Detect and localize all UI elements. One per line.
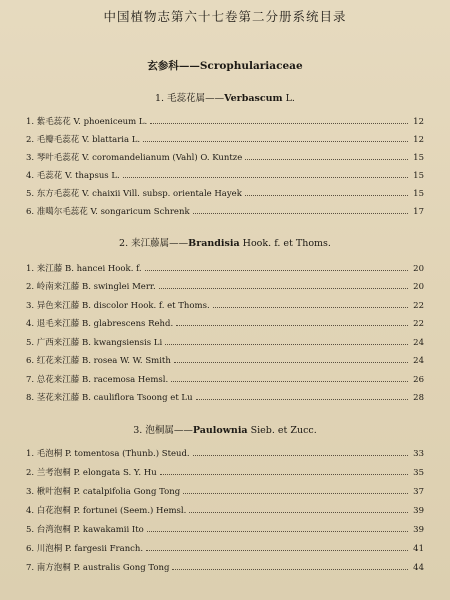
genus-heading-brandisia xyxy=(0,235,450,249)
entry-name: 6. 红花来江藤 B. rosea W. W. Smith xyxy=(26,356,171,366)
genus-cn-name: 来江藤属 xyxy=(131,238,170,249)
entry-name: 1. 紫毛蕊花 V. phoeniceum L. xyxy=(26,117,148,127)
toc-entry xyxy=(26,464,424,478)
toc-entry xyxy=(26,260,424,274)
entry-name: 5. 台湾泡桐 P. kawakamii Ito xyxy=(26,525,144,535)
entry-name: 4. 退毛来江藤 B. glabrescens Rehd. xyxy=(26,319,174,329)
leader-dots xyxy=(147,530,408,532)
leader-dots xyxy=(172,568,408,570)
leader-dots xyxy=(159,287,408,289)
entry-name: 8. 茎花来江藤 B. cauliflora Tsoong et Lu xyxy=(26,393,193,403)
entry-name: 4. 白花泡桐 P. fortunei (Seem.) Hemsl. xyxy=(26,506,187,516)
entry-name: 6. 准噶尔毛蕊花 V. songaricum Schrenk xyxy=(26,207,190,217)
entry-name: 7. 总花来江藤 B. racemosa Hemsl. xyxy=(26,375,169,385)
toc-entry xyxy=(26,483,424,497)
leader-dots xyxy=(160,473,408,475)
entry-name: 1. 来江藤 B. hancei Hook. f. xyxy=(26,264,142,274)
entry-name: 3. 琴叶毛蕊花 V. coromandelianum (Vahl) O. Kuntze xyxy=(26,153,243,163)
entry-name: 4. 毛蕊花 V. thapsus L. xyxy=(26,171,120,181)
entry-page: 26 xyxy=(413,375,424,385)
entry-page: 12 xyxy=(413,117,424,127)
toc-entry xyxy=(26,334,424,348)
toc-entry xyxy=(26,371,424,385)
entry-page: 28 xyxy=(413,393,424,403)
genus-author: Hook. f. et Thoms. xyxy=(242,238,331,249)
toc-entry xyxy=(26,352,424,366)
genus-dash: —— xyxy=(169,238,189,249)
entry-name: 2. 毛瓣毛蕊花 V. blattaria L. xyxy=(26,135,141,145)
leader-dots xyxy=(123,176,408,178)
genus-latin-name: Paulownia xyxy=(192,425,248,436)
entry-page: 35 xyxy=(413,468,424,478)
toc-entry xyxy=(26,167,424,181)
entry-page: 15 xyxy=(413,189,424,199)
toc-entry xyxy=(26,185,424,199)
leader-dots xyxy=(165,343,408,345)
entry-name: 3. 楸叶泡桐 P. catalpifolia Gong Tong xyxy=(26,487,181,497)
page-title: 中国植物志第六十七卷第二分册系统目录 xyxy=(103,9,347,24)
entry-name: 5. 东方毛蕊花 V. chaixii Vill. subsp. orientale Hayek xyxy=(26,189,242,199)
entry-name: 5. 广西来江藤 B. kwangsiensis Li xyxy=(26,338,163,348)
leader-dots xyxy=(245,194,408,196)
leader-dots xyxy=(146,549,408,551)
toc-entry xyxy=(26,149,424,163)
toc-entry xyxy=(26,445,424,459)
toc-entry xyxy=(26,540,424,554)
toc-entry xyxy=(26,389,424,403)
toc-entry xyxy=(26,502,424,516)
leader-dots xyxy=(176,324,408,326)
leader-dots xyxy=(213,306,408,308)
leader-dots xyxy=(150,122,408,124)
toc-entry xyxy=(26,113,424,127)
leader-dots xyxy=(145,269,408,271)
family-heading: 玄参科——Scrophulariaceae xyxy=(147,60,303,72)
entry-page: 24 xyxy=(413,356,424,366)
entry-page: 41 xyxy=(413,544,424,554)
toc-entry xyxy=(26,315,424,329)
genus-heading-verbascum xyxy=(0,90,450,104)
entry-page: 22 xyxy=(413,319,424,329)
toc-entry xyxy=(26,297,424,311)
entry-name: 2. 兰考泡桐 P. elongata S. Y. Hu xyxy=(26,468,157,478)
genus-dash: —— xyxy=(205,93,225,104)
toc-entry xyxy=(26,203,424,217)
toc-entry xyxy=(26,278,424,292)
genus-cn-name: 毛蕊花属 xyxy=(167,93,206,104)
entry-page: 15 xyxy=(413,171,424,181)
entry-page: 24 xyxy=(413,338,424,348)
toc-entry xyxy=(26,131,424,145)
entry-page: 20 xyxy=(413,282,424,292)
genus-cn-name: 泡桐属 xyxy=(145,425,174,436)
entry-name: 6. 川泡桐 P. fargesii Franch. xyxy=(26,544,144,554)
leader-dots xyxy=(171,380,408,382)
entry-name: 1. 毛泡桐 P. tomentosa (Thunb.) Steud. xyxy=(26,449,190,459)
genus-number: 1. xyxy=(155,93,165,104)
entry-name: 2. 岭南来江藤 B. swinglei Merr. xyxy=(26,282,156,292)
genus-latin-name: Verbascum xyxy=(224,93,283,104)
entry-page: 44 xyxy=(413,563,424,573)
entry-page: 12 xyxy=(413,135,424,145)
genus-number: 2. xyxy=(119,238,129,249)
toc-entry xyxy=(26,559,424,573)
leader-dots xyxy=(193,212,408,214)
entry-page: 39 xyxy=(413,506,424,516)
leader-dots xyxy=(189,511,408,513)
entry-page: 20 xyxy=(413,264,424,274)
genus-latin-name: Brandisia xyxy=(188,238,240,249)
entry-page: 17 xyxy=(413,207,424,217)
genus-number: 3. xyxy=(133,425,143,436)
genus-author: L. xyxy=(285,93,295,104)
entry-name: 3. 异色来江藤 B. discolor Hook. f. et Thoms. xyxy=(26,301,210,311)
leader-dots xyxy=(143,140,408,142)
entry-page: 22 xyxy=(413,301,424,311)
genus-dash: —— xyxy=(173,425,193,436)
toc-entry xyxy=(26,521,424,535)
leader-dots xyxy=(193,454,408,456)
leader-dots xyxy=(196,398,408,400)
leader-dots xyxy=(245,158,408,160)
entry-page: 39 xyxy=(413,525,424,535)
entry-page: 33 xyxy=(413,449,424,459)
leader-dots xyxy=(174,361,408,363)
genus-heading-paulownia xyxy=(0,422,450,436)
entry-name: 7. 南方泡桐 P. australis Gong Tong xyxy=(26,563,170,573)
leader-dots xyxy=(183,492,408,494)
genus-author: Sieb. et Zucc. xyxy=(250,425,317,436)
entry-page: 15 xyxy=(413,153,424,163)
entry-page: 37 xyxy=(413,487,424,497)
